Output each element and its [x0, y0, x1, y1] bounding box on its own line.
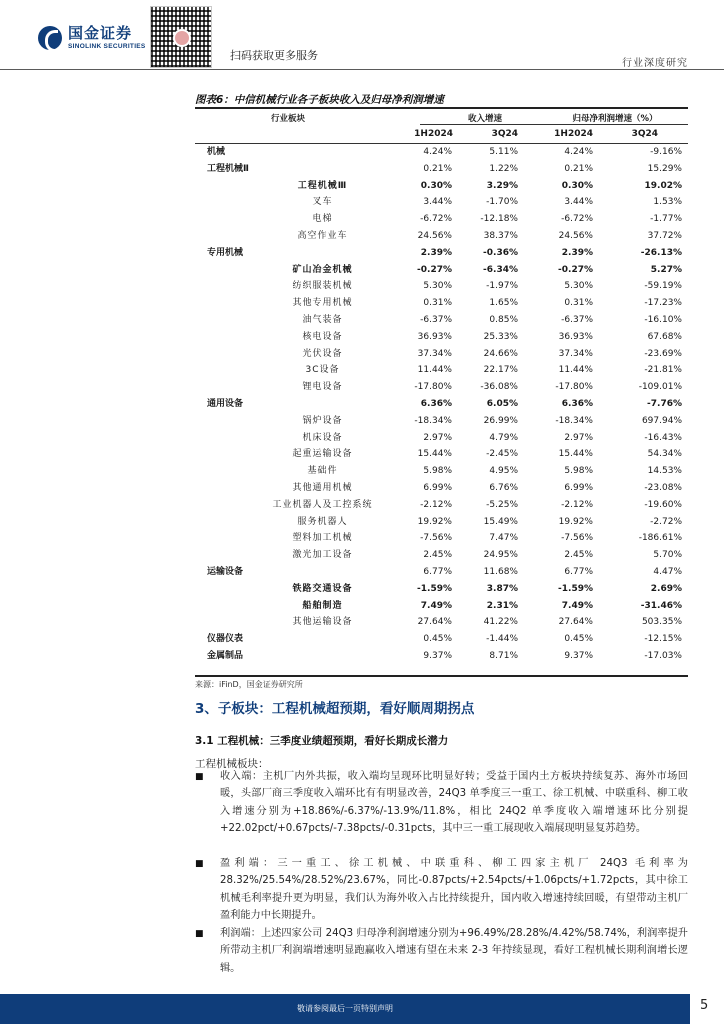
- row-revenue-3q: 41.22%: [483, 617, 518, 628]
- row-profit-3q: -186.61%: [638, 533, 682, 544]
- row-profit-1h: 9.37%: [564, 651, 593, 661]
- col-head-sector: 行业板块: [270, 114, 305, 124]
- table-row: [195, 447, 688, 463]
- row-profit-1h: 15.44%: [558, 449, 593, 460]
- row-profit-3q: 19.02%: [644, 180, 682, 191]
- table-row: [195, 397, 688, 413]
- row-revenue-3q: 6.76%: [489, 483, 518, 493]
- table-row: [195, 414, 688, 430]
- row-revenue-1h: 3.44%: [423, 197, 452, 208]
- row-profit-1h: 24.56%: [558, 231, 593, 241]
- row-sector-name: 基础件: [307, 466, 338, 477]
- row-revenue-3q: 1.65%: [489, 298, 518, 309]
- logo-icon: [38, 26, 62, 50]
- row-profit-3q: -7.76%: [647, 399, 682, 409]
- table-row: [195, 263, 688, 279]
- header-bottom-rule: [195, 143, 688, 144]
- row-profit-1h: 2.97%: [564, 432, 593, 443]
- table-row: [195, 162, 688, 178]
- row-sector-name: 锅炉设备: [302, 415, 343, 426]
- row-profit-1h: 37.34%: [558, 348, 593, 359]
- row-profit-3q: -31.46%: [640, 600, 682, 611]
- row-profit-1h: 11.44%: [558, 365, 593, 376]
- row-revenue-3q: 7.47%: [489, 533, 518, 544]
- table-row: [195, 565, 688, 581]
- header-divider: [0, 69, 724, 70]
- row-sector-name: 核电设备: [302, 331, 343, 342]
- table-row: [195, 582, 688, 598]
- bullet-icon: ■: [195, 772, 204, 782]
- row-revenue-1h: -6.37%: [420, 315, 452, 325]
- brand-logo: [38, 26, 146, 51]
- row-revenue-3q: -2.45%: [486, 449, 518, 460]
- row-sector-name: 叉车: [312, 197, 333, 208]
- row-sector-name: 其他运输设备: [292, 617, 353, 628]
- row-sector-name: 工业机器人及工控系统: [272, 499, 373, 510]
- section-title: 3、子板块：工程机械超预期，看好顺周期拐点: [195, 701, 475, 717]
- row-sector-name: 专用机械: [207, 247, 244, 258]
- row-revenue-1h: 7.49%: [420, 600, 452, 611]
- row-profit-3q: 67.68%: [647, 331, 682, 342]
- row-sector-name: 光伏设备: [302, 348, 343, 359]
- row-profit-1h: 6.36%: [561, 399, 593, 409]
- row-revenue-1h: 36.93%: [417, 331, 452, 342]
- table-row: [195, 431, 688, 447]
- row-revenue-1h: 6.99%: [423, 483, 452, 493]
- page-number: 5: [700, 998, 709, 1013]
- table-row: [195, 145, 688, 161]
- period-profit-1h: 1H2024: [554, 129, 593, 139]
- row-sector-name: 船舶制造: [302, 600, 343, 611]
- row-revenue-1h: 15.44%: [417, 449, 452, 460]
- row-revenue-3q: 6.05%: [486, 399, 518, 409]
- row-profit-3q: 15.29%: [647, 163, 682, 174]
- row-revenue-1h: -7.56%: [420, 533, 452, 544]
- table-row: [195, 330, 688, 346]
- row-sector-name: 矿山冶金机械: [292, 264, 353, 275]
- row-revenue-1h: -6.72%: [420, 214, 452, 225]
- row-sector-name: 锂电设备: [302, 382, 343, 393]
- row-sector-name: 金属制品: [207, 651, 244, 661]
- row-revenue-1h: 0.31%: [423, 298, 452, 309]
- row-profit-3q: 4.47%: [653, 567, 682, 577]
- period-header-row: [195, 127, 688, 143]
- row-profit-1h: 6.99%: [564, 483, 593, 493]
- row-profit-3q: 1.53%: [653, 197, 682, 208]
- row-revenue-1h: 4.24%: [423, 147, 452, 157]
- row-revenue-3q: 38.37%: [483, 231, 518, 241]
- row-profit-3q: 5.27%: [650, 264, 682, 275]
- row-revenue-1h: 37.34%: [417, 348, 452, 359]
- table-row: [195, 498, 688, 514]
- row-revenue-3q: -6.34%: [483, 264, 518, 275]
- row-profit-1h: 19.92%: [558, 516, 593, 527]
- table-row: [195, 548, 688, 564]
- row-sector-name: 其他专用机械: [292, 298, 353, 309]
- row-revenue-3q: 24.95%: [483, 550, 518, 561]
- page-header: [0, 0, 724, 72]
- table-bottom-rule: [195, 675, 688, 677]
- row-profit-3q: -19.60%: [644, 499, 682, 510]
- row-sector-name: 3C设备: [305, 365, 340, 376]
- row-revenue-1h: 27.64%: [417, 617, 452, 628]
- row-profit-1h: 7.49%: [561, 600, 593, 611]
- table-row: [195, 246, 688, 262]
- row-profit-3q: -23.69%: [644, 348, 682, 359]
- row-revenue-3q: 4.79%: [489, 432, 518, 443]
- table-row: [195, 515, 688, 531]
- row-profit-3q: 2.69%: [650, 583, 682, 594]
- row-revenue-3q: 1.22%: [489, 163, 518, 174]
- row-profit-3q: -59.19%: [644, 281, 682, 292]
- row-revenue-1h: 6.77%: [423, 567, 452, 577]
- logo-cn: 国金证券: [68, 24, 133, 42]
- qr-caption: 扫码获取更多服务: [230, 49, 318, 62]
- row-sector-name: 仪器仪表: [207, 634, 244, 645]
- row-sector-name: 运输设备: [207, 567, 244, 577]
- paragraph-profit: 利润端：上述四家公司 24Q3 归母净利润增速分别为+96.49%/28.28%/4.42%/58.74%，利润率提升所带动主机厂利润端增速明显跑赢收入增速有望在未来 2-3 年持续显现，看好工程机械长期利润增长逻辑。: [220, 928, 688, 974]
- table-row: [195, 212, 688, 228]
- paragraph-margin: 盈利端：三一重工、徐工机械、中联重科、柳工四家主机厂 24Q3 毛利率为28.32%/25.54%/28.52%/23.67%，同比-0.87pcts/+2.54pcts/+1.06pcts/+1.72pcts，其中徐工机械毛利率提升更为明显，我们认为海外收入占比持续提升，国内收入增速持续回暖，有望带动主机厂盈利能力中长期提升。: [220, 858, 688, 922]
- row-profit-1h: 0.31%: [564, 298, 593, 309]
- row-revenue-3q: -1.70%: [486, 197, 518, 208]
- row-profit-3q: -17.23%: [644, 298, 682, 309]
- row-revenue-3q: 22.17%: [483, 365, 518, 376]
- row-sector-name: 塑料加工机械: [292, 533, 353, 544]
- row-revenue-1h: -2.12%: [420, 499, 452, 510]
- table-row: [195, 313, 688, 329]
- row-sector-name: 机床设备: [302, 432, 343, 443]
- row-sector-name: 其他通用机械: [292, 483, 353, 493]
- row-revenue-3q: 26.99%: [483, 415, 518, 426]
- row-profit-3q: 5.70%: [653, 550, 682, 561]
- row-revenue-1h: -1.59%: [417, 583, 452, 594]
- row-profit-1h: 0.30%: [561, 180, 593, 191]
- row-profit-1h: -18.34%: [555, 415, 593, 426]
- section-intro: 工程机械板块：: [195, 758, 269, 770]
- row-revenue-1h: 9.37%: [423, 651, 452, 661]
- row-profit-1h: 36.93%: [558, 331, 593, 342]
- table-title: 图表6：中信机械行业各子板块收入及归母净利润增速: [195, 94, 444, 106]
- table-row: [195, 347, 688, 363]
- row-profit-1h: 0.21%: [564, 163, 593, 174]
- row-sector-name: 起重运输设备: [292, 449, 353, 460]
- row-profit-1h: 2.39%: [561, 247, 593, 258]
- row-revenue-3q: -1.44%: [486, 634, 518, 645]
- row-profit-1h: 27.64%: [558, 617, 593, 628]
- col-head-revenue: 收入增速: [467, 114, 502, 124]
- table-row: [195, 649, 688, 665]
- row-sector-name: 纺织服装机械: [292, 281, 353, 292]
- row-revenue-1h: 19.92%: [417, 516, 452, 527]
- row-revenue-1h: 11.44%: [417, 365, 452, 376]
- row-revenue-3q: 5.11%: [489, 147, 518, 157]
- row-revenue-1h: -0.27%: [417, 264, 452, 275]
- row-revenue-1h: -17.80%: [414, 382, 452, 393]
- row-profit-1h: -6.72%: [561, 214, 593, 225]
- row-sector-name: 工程机械Ⅲ: [297, 180, 348, 191]
- row-profit-3q: -2.72%: [650, 516, 682, 527]
- row-profit-3q: -12.15%: [644, 634, 682, 645]
- table-row: [195, 531, 688, 547]
- table-row: [195, 229, 688, 245]
- paragraph-revenue: 收入端：主机厂内外共振，收入端均呈现环比明显好转；受益于国内土方板块持续复苏、海外市场回暖，头部厂商三季度收入端环比有有明显改善，24Q3 单季度三一重工、徐工机械、中联重科、柳工收入增速分别为+18.86%/-6.37%/-13.9%/11.8%，相比 24Q2 单季度收入端增速环比分别提+22.02pct/+0.67pcts/-7.38pcts/-0.31pcts，其中三一重工展现收入端展现明显复苏趋势。: [220, 771, 688, 835]
- row-revenue-3q: -0.36%: [483, 247, 518, 258]
- row-profit-3q: -23.08%: [644, 483, 682, 493]
- table-row: [195, 195, 688, 211]
- row-revenue-3q: 15.49%: [483, 516, 518, 527]
- row-revenue-3q: 24.66%: [483, 348, 518, 359]
- row-profit-1h: 4.24%: [564, 147, 593, 157]
- table-row: [195, 464, 688, 480]
- row-revenue-3q: -1.97%: [486, 281, 518, 292]
- row-profit-3q: 14.53%: [647, 466, 682, 477]
- row-profit-3q: -109.01%: [638, 382, 682, 393]
- row-revenue-3q: 3.87%: [486, 583, 518, 594]
- row-revenue-1h: 2.39%: [420, 247, 452, 258]
- row-profit-1h: -6.37%: [561, 315, 593, 325]
- row-profit-3q: -16.10%: [644, 315, 682, 325]
- row-revenue-3q: 3.29%: [486, 180, 518, 191]
- row-profit-3q: 503.35%: [641, 617, 682, 628]
- row-profit-1h: -0.27%: [558, 264, 593, 275]
- row-sector-name: 通用设备: [207, 399, 244, 409]
- report-type: 行业深度研究: [622, 58, 688, 69]
- table-row: [195, 279, 688, 295]
- row-revenue-3q: 0.85%: [489, 315, 518, 325]
- row-revenue-1h: 0.45%: [423, 634, 452, 645]
- table-row: [195, 380, 688, 396]
- row-revenue-1h: -18.34%: [414, 415, 452, 426]
- row-profit-1h: -7.56%: [561, 533, 593, 544]
- row-revenue-3q: -12.18%: [480, 214, 518, 225]
- row-sector-name: 机械: [207, 147, 226, 157]
- row-profit-3q: -16.43%: [644, 432, 682, 443]
- row-sector-name: 油气装备: [302, 315, 343, 325]
- table-row: [195, 481, 688, 497]
- row-profit-3q: -21.81%: [644, 365, 682, 376]
- period-revenue-3q: 3Q24: [491, 129, 518, 139]
- period-revenue-1h: 1H2024: [414, 129, 453, 139]
- row-profit-3q: -9.16%: [650, 147, 682, 157]
- row-revenue-3q: 8.71%: [489, 651, 518, 661]
- row-profit-1h: 0.45%: [564, 634, 593, 645]
- row-profit-3q: -17.03%: [644, 651, 682, 661]
- header-sub-rule: [420, 124, 688, 125]
- row-revenue-1h: 0.21%: [423, 163, 452, 174]
- qr-code-icon[interactable]: [150, 6, 212, 68]
- row-profit-1h: -2.12%: [561, 499, 593, 510]
- table-row: [195, 179, 688, 195]
- row-revenue-1h: 0.30%: [420, 180, 452, 191]
- row-revenue-3q: -5.25%: [486, 499, 518, 510]
- row-revenue-3q: 25.33%: [483, 331, 518, 342]
- row-profit-1h: 3.44%: [564, 197, 593, 208]
- row-sector-name: 铁路交通设备: [292, 583, 353, 594]
- row-revenue-3q: -36.08%: [480, 382, 518, 393]
- row-profit-3q: 54.34%: [647, 449, 682, 460]
- row-revenue-1h: 5.30%: [423, 281, 452, 292]
- bullet-icon: ■: [195, 929, 204, 939]
- row-revenue-3q: 11.68%: [483, 567, 518, 577]
- row-sector-name: 工程机械Ⅱ: [207, 163, 249, 174]
- table-row: [195, 632, 688, 648]
- row-revenue-1h: 6.36%: [420, 399, 452, 409]
- row-revenue-1h: 5.98%: [423, 466, 452, 477]
- row-profit-1h: -17.80%: [555, 382, 593, 393]
- row-profit-3q: -26.13%: [640, 247, 682, 258]
- row-profit-1h: -1.59%: [558, 583, 593, 594]
- table-row: [195, 615, 688, 631]
- row-profit-1h: 2.45%: [564, 550, 593, 561]
- logo-en: SINOLINK SECURITIES: [68, 43, 146, 50]
- table-row: [195, 599, 688, 615]
- row-profit-1h: 5.98%: [564, 466, 593, 477]
- row-revenue-1h: 2.45%: [423, 550, 452, 561]
- table-top-rule: [195, 107, 688, 109]
- table-source: 来源：iFinD，国金证券研究所: [195, 680, 303, 689]
- row-profit-1h: 5.30%: [564, 281, 593, 292]
- row-revenue-1h: 24.56%: [417, 231, 452, 241]
- row-sector-name: 服务机器人: [297, 516, 348, 527]
- row-revenue-3q: 4.95%: [489, 466, 518, 477]
- row-sector-name: 高空作业车: [297, 231, 348, 241]
- bullet-icon: ■: [195, 859, 204, 869]
- row-revenue-3q: 2.31%: [486, 600, 518, 611]
- table-row: [195, 296, 688, 312]
- row-revenue-1h: 2.97%: [423, 432, 452, 443]
- row-profit-3q: 697.94%: [641, 415, 682, 426]
- row-sector-name: 电梯: [312, 214, 333, 225]
- col-head-profit: 归母净利润增速（%）: [572, 114, 658, 124]
- row-profit-3q: -1.77%: [650, 214, 682, 225]
- subsection-title: 3.1 工程机械：三季度业绩超预期，看好长期成长潜力: [195, 735, 449, 747]
- footer-disclaimer[interactable]: 敬请参阅最后一页特别声明: [297, 1004, 393, 1013]
- row-profit-1h: 6.77%: [564, 567, 593, 577]
- row-profit-3q: 37.72%: [647, 231, 682, 241]
- row-sector-name: 激光加工设备: [292, 550, 353, 561]
- table-row: [195, 363, 688, 379]
- period-profit-3q: 3Q24: [631, 129, 658, 139]
